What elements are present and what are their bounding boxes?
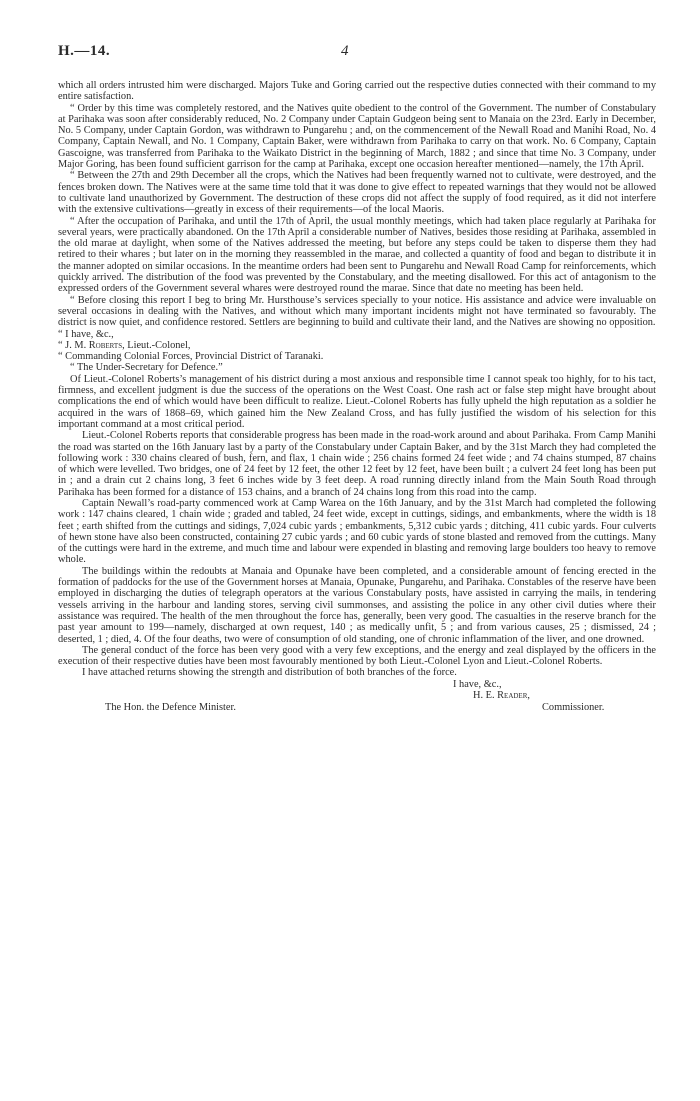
page-number: 4 [341,43,349,59]
paragraph: which all orders intrusted him were discharged. Majors Tuke and Goring carried out the respective duties connected with their command to my entire satisfaction. [58,80,656,103]
letter-signature-block [58,329,656,363]
paragraph: “ Before closing this report I beg to bring Mr. Hursthouse’s services specially to your notice. His assistance and advice were invaluable on several occasions in dealing with the Natives, and without which many important incidents might not have terminated so favourably. The district is now quiet, and confidence restored. Settlers are beginning to build and cultivate their land, and the Natives are showing no opposition. [58,294,656,329]
paragraph: “ Order by this time was completely restored, and the Natives quite obedient to the control of the Government. The number of Constabulary at Parihaka was soon after considerably reduced, No. 2 Company under Captain Gudgeon being sent to Manaia on the 23rd. Early in December, No. 5 Company, under Captain Gordon, was withdrawn to Pungarehu ; and, on the commencement of the Newall Road and Manihi Road, No. 4 Company, Captain Newall, and No. 1 Company, Captain Baker, were withdrawn from Parihaka to carry on that work. No. 6 Company, Captain Gascoigne, was transferred from Parihaka to the Waikato District in the beginning of March, 1882 ; and since that time No. 3 Company, under Major Goring, has been found sufficient garrison for the camp at Parihaka, except one occasion hereafter mentioned—namely, the 17th April. [58,102,656,171]
signatory-suffix: , [527,689,530,701]
paragraph: I have attached returns showing the strength and distribution of both branches of the force. [82,667,457,679]
signatory-name: Roberts [88,339,123,351]
paragraph: The buildings within the redoubts at Manaia and Opunake have been completed, and a considerable amount of fencing erected in the formation of paddocks for the use of the Government horses at Manaia, Opunake, Pungarehu, and Parihaka. Constables of the reserve have been employed in discharging the duties of telegraph operators at the various Constabulary posts, have assisted in carrying the mails, in tendering vessels arriving in the harbour and landing stores, serving civil summonses, and assisting the police in any other civil duties where their assistance was required. The health of the men throughout the force has, generally, been very good. The casualties in the reserve branch for the past year amount to 199—namely, discharged at own request, 140 ; as medically unfit, 5 ; and from various causes, 25 ; dismissed, 24 ; deserted, 1 ; died, 4. Of the four deaths, two were of consumption of old standing, one of chronic inflammation of the liver, and one drowned. [58,565,656,645]
report-recipient: The Hon. the Defence Minister. [105,701,236,713]
letter-command: “ Commanding Colonial Forces, Provincial District of Taranaki. [58,351,324,363]
letter-closing: “ I have, &c., [58,328,114,340]
report-signature-block [58,679,656,715]
paragraph: Of Lieut.-Colonel Roberts’s management of his district during a most anxious and responsible time I cannot speak too highly, for to his tact, firmness, and excellent judgment is due the success of the operations on the West Coast. One rash act or false step might have brought about complications the end of which would have been difficult to realize. Lieut.-Colonel Roberts has fully upheld the high reputation as a soldier he acquired in the wars of 1868–69, which gained him the New Zealand Cross, and has fully justified the wisdom of his selection for this important command at a most critical period. [58,373,656,430]
paragraph: Captain Newall’s road-party commenced work at Camp Warea on the 16th January, and by the 31st March had completed the following work : 147 chains cleared, 1 chain wide ; graded and tabled, 24 feet wide, except in cuttings, sidings, and embankments, where the width is 18 feet ; earth shifted from the cuttings and sidings, 7,024 cubic yards ; embankments, 5,312 cubic yards ; ditching, 411 cubic yards. Four culverts of hewn stone have also been constructed, containing 27 cubic yards ; and 60 cubic yards of stone blasted and removed from the cuttings. Many of the cuttings were hard in the extreme, and much time and labour were expended in blasting and removing large boulders too heavy to remove whole. [58,497,656,566]
report-closing: I have, &c., [453,678,502,690]
page-header [58,43,656,68]
letter-addressee: “ The Under-Secretary for Defence.” [70,362,223,374]
paragraph: “ After the occupation of Parihaka, and until the 17th of April, the usual monthly meetings, which had taken place regularly at Parihaka for several years, were practically abandoned. On the 17th April a considerable number of Natives, besides those residing at Parihaka, assembled in the old marae at daylight, when some of the Natives addressed the meeting, but before any steps could be taken to disperse them they had retired to their whares ; but later on in the morning they reassembled in the marae, and collected a quantity of food and began to distribute it in the manner adopted on similar occasions. In the meantime orders had been sent to Pungarehu and Newall Road Camp for reinforcements, which quickly arrived. The distribution of the food was prevented by the Constabulary, and the meeting disallowed. For this act of antagonism to the expressed orders of the Government several whares were destroyed round the marae. Since that date no meeting has been held. [58,215,656,295]
paragraph: Lieut.-Colonel Roberts reports that considerable progress has been made in the road-work around and about Parihaka. From Camp Manihi the road was started on the 16th January last by a party of the Constabulary under Captain Baker, and by the 31st March they had completed the following work : 330 chains cleared of bush, fern, and flax, 1 chain wide ; 256 chains formed 24 feet wide ; and 74 chains stumped, 87 chains of which were levelled. Two bridges, one of 24 feet by 12 feet, the other 12 feet by 12 feet, have been built ; a culvert 24 feet long has been put in ; and a drain cut 2 chains long, 3 feet 6 inches wide by 3 feet deep. A road running directly inland from the Main South Road through Parihaka has been formed for a distance of 153 chains, and a branch of 24 chains long from this road into the camp. [58,430,656,498]
signatory-initials: H. E. [473,689,495,701]
signatory-initials: “ J. M. [58,339,87,351]
paragraph: “ Between the 27th and 29th December all the crops, which the Natives had been frequently warned not to cultivate, were destroyed, and the fences broken down. The Natives were at the same time told that it was done to give effect to repeated warnings that they would not be allowed to cultivate land unauthorized by Government. The destruction of these crops did not affect the supply of food required, as it did not interfere with the extensive cultivations—greatly in excess of their requirements—of the local Maoris. [58,170,656,216]
document-reference: H.—14. [58,43,111,59]
signatory-name: Reader [497,689,528,701]
report-signatory [473,690,530,701]
paragraph: The general conduct of the force has been very good with a very few exceptions, and the energy and zeal displayed by the officers in the execution of their respective duties have been most favourably mentioned by both Lieut.-Colonel Lyon and Lieut.-Colonel Roberts. [58,644,656,668]
letter-signatory [58,340,656,351]
signatory-title: Commissioner. [542,701,605,713]
signatory-rank: , Lieut.-Colonel, [122,339,191,351]
